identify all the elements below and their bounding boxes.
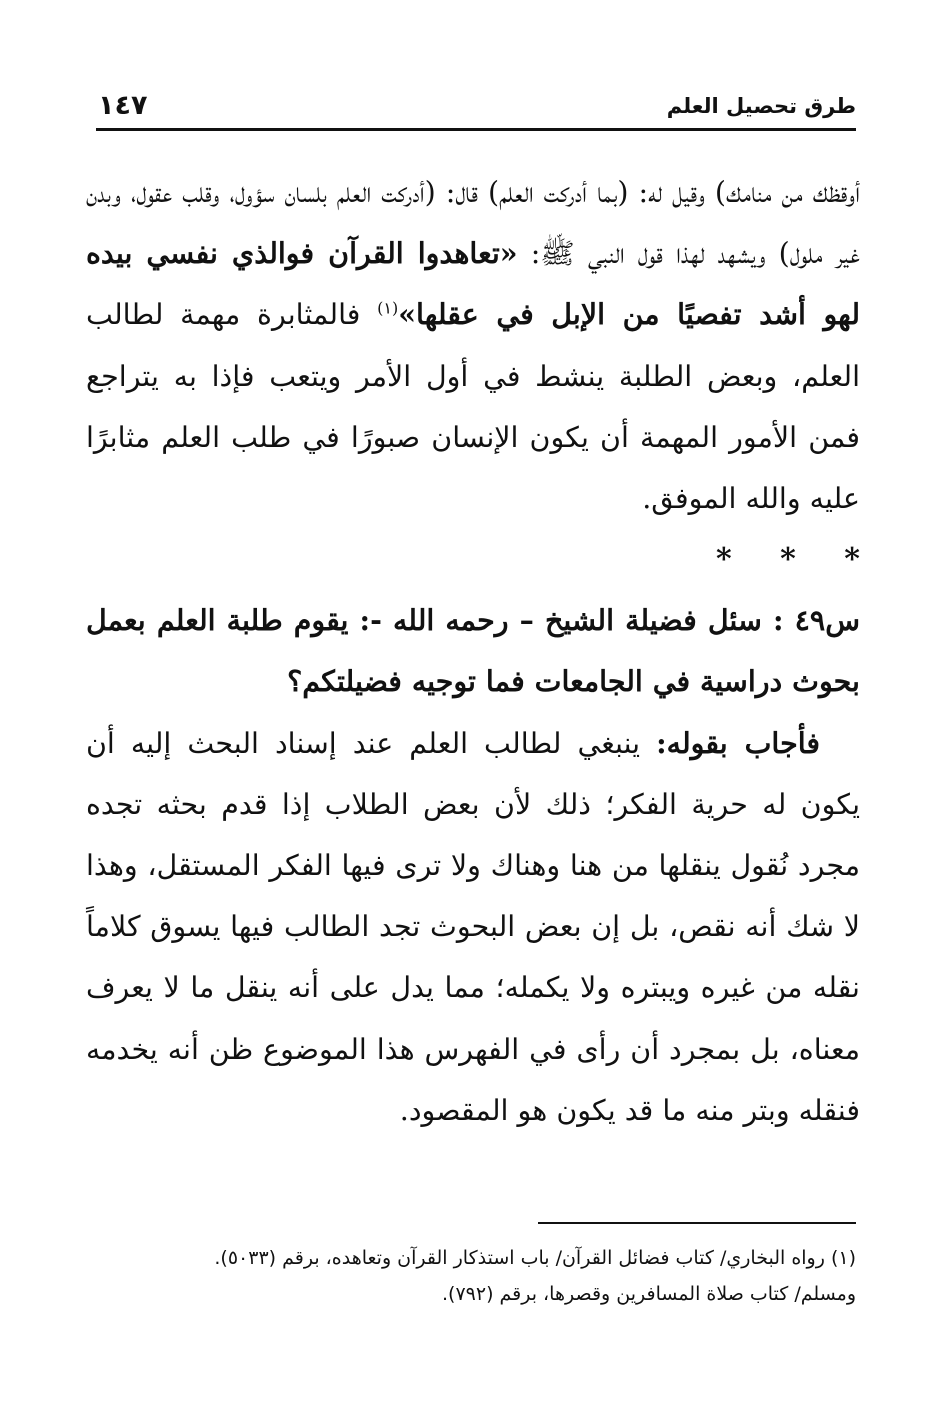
running-title: طرق تحصيل العلم [666,94,856,118]
section-separator: * * * [716,542,860,578]
page-number: ١٤٧ [98,90,148,121]
question-heading: س٤٩ : سئل فضيلة الشيخ – رحمه الله -: يقوم طلبة العلم بعمل بحوث دراسية في الجامعات فما توجيه فضيلتكم؟ [86,603,860,699]
answer-text: ينبغي لطالب العلم عند إسناد البحث إليه أن يكون له حرية الفكر؛ ذلك لأن بعض الطلاب إذا قدم بحثه تجده مجرد نُقول ينقلها من هنا وهناك ولا ترى فيها الفكر المستقل، وهذا لا شك أنه نقص، بل إن بعض البحوث تجد الطالب فيها يسوق كلاماً نقله من غيره ويبتره ولا يكمله؛ مما يدل على أنه ينقل ما لا يعرف معناه، بل بمجرد أن رأى في الفهرس هذا الموضوع ظن أنه يخدمه فنقله وبتر منه ما قد يكون هو المقصود. [86,726,860,1127]
paragraph-text-continued: فالمثابرة مهمة لطالب العلم، وبعض الطلبة ينشط في أول الأمر ويتعب فإذا به يتراجع فمن الأمور المهمة أن يكون الإنسان صبورًا في طلب العلم مثابرًا عليه والله الموفق. [86,298,860,516]
footnote-line: (١) رواه البخاري/ كتاب فضائل القرآن/ باب استذكار القرآن وتعاهده، برقم (٥٠٣٣). [214,1247,856,1269]
answer-lead: فأجاب بقوله: [656,725,821,760]
hadith-quote: «تعاهدوا القرآن فوالذي نفسي بيده لهو أشد تفصيًا من الإبل في عقلها» [86,236,861,332]
paragraph-text: أوقظك من منامك) وقيل له: (بما أدركت العلم) قال: (أدركت العلم بلسان سؤول، وقلب عقول، وبدن غير ملول) ويشهد لهذا قول النبي ﷺ: [86,176,861,271]
page-header [96,88,856,131]
main-text [86,162,860,1141]
footnotes [80,1240,856,1312]
footnote-divider [538,1222,856,1224]
answer-paragraph [86,713,860,1141]
footnote-line: ومسلم/ كتاب صلاة المسافرين وقصرها، برقم (٧٩٢). [441,1283,856,1305]
footnote-reference: (١) [377,298,399,318]
paragraph-perseverance [86,162,860,529]
